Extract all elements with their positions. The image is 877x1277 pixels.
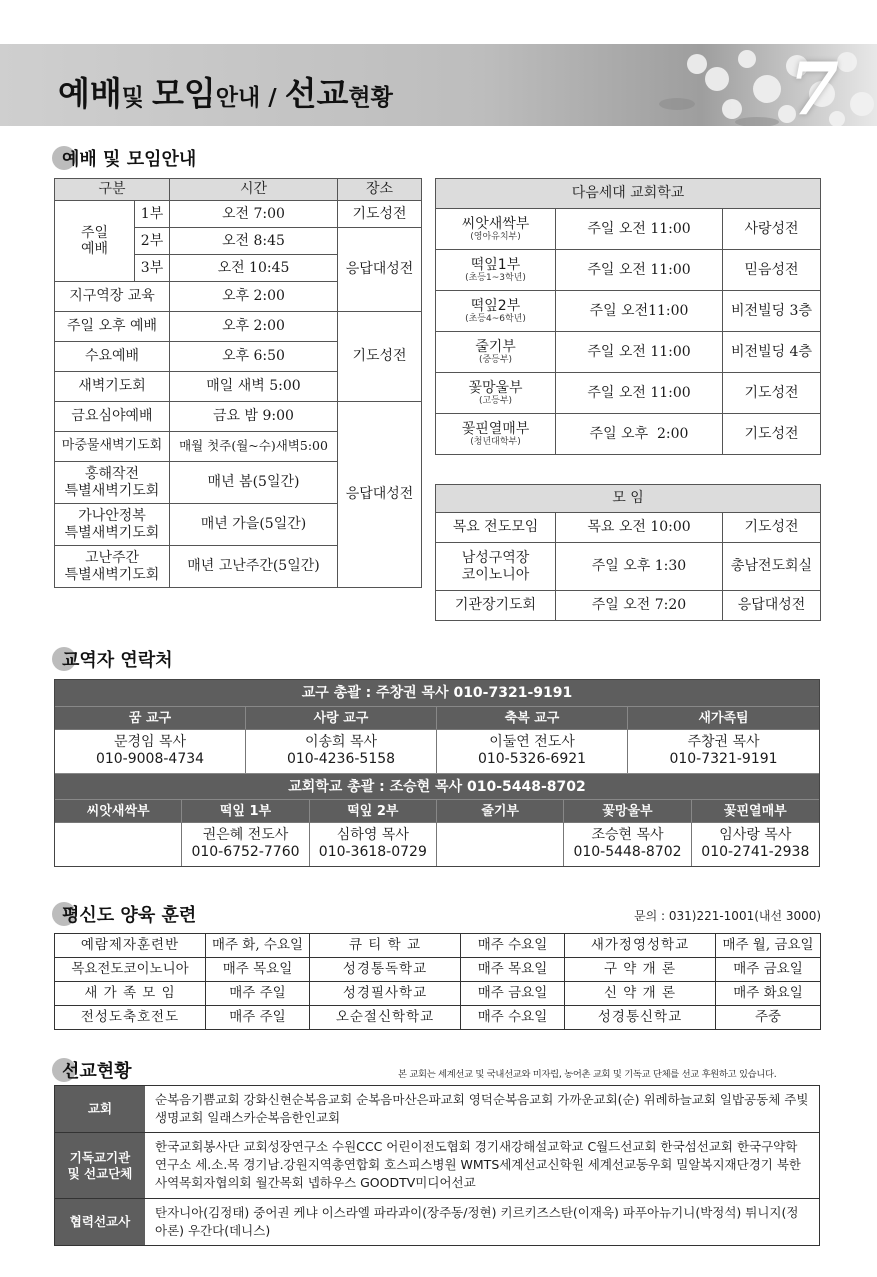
meetings-table xyxy=(435,484,821,621)
next-gen-table xyxy=(435,178,821,455)
table-cell: 꿈 교구 xyxy=(55,706,246,729)
table-cell: 문경임 목사 010-9008-4734 xyxy=(55,729,246,773)
table-cell: 주일 오전 11:00 xyxy=(556,373,723,414)
table-cell: 성경통신학교 xyxy=(565,1006,716,1030)
page-title: 예배및 모임안내 / 선교현황 xyxy=(58,74,393,113)
district-contact-row xyxy=(55,729,819,773)
table-cell: 비전빌딩 3층 xyxy=(723,291,821,332)
table-cell: 금요심야예배 xyxy=(55,402,170,432)
table-cell: 오후 2:00 xyxy=(170,282,338,312)
table-cell: 목요 전도모임 xyxy=(436,513,556,543)
table-cell: 떡잎2부 (초등4~6학년) xyxy=(436,291,556,332)
table-cell: 매주 금요일 xyxy=(461,982,565,1006)
table-cell: 고난주간 특별새벽기도회 xyxy=(55,546,170,588)
table-cell: 가나안정복 특별새벽기도회 xyxy=(55,504,170,546)
table-cell: 전성도축호전도 xyxy=(55,1006,206,1030)
table-cell: 매주 금요일 xyxy=(716,958,821,982)
table-cell: 오후 6:50 xyxy=(170,342,338,372)
table-cell: 응답대성전 xyxy=(723,591,821,621)
table-cell: 성경통독학교 xyxy=(310,958,461,982)
table-cell: 주일 오전 7:20 xyxy=(556,591,723,621)
table-cell: 새가족팀 xyxy=(628,706,819,729)
table-cell: 매주 월, 금요일 xyxy=(716,934,821,958)
table-cell: 마중물새벽기도회 xyxy=(55,432,170,462)
section-heading-mission: 선교현황 xyxy=(52,1057,132,1084)
table-title: 모 임 xyxy=(436,485,821,513)
table-cell: 기도성전 xyxy=(723,414,821,455)
table-cell: 기도성전 xyxy=(338,312,422,402)
table-cell: 줄기부 xyxy=(437,799,564,822)
table-cell: 씨앗새싹부 xyxy=(55,799,182,822)
table-cell: 심하영 목사 010-3618-0729 xyxy=(310,822,437,866)
table-cell: 매일 새벽 5:00 xyxy=(170,372,338,402)
table-cell: 새벽기도회 xyxy=(55,372,170,402)
school-contact-row xyxy=(55,822,819,866)
table-cell: 꽃망울부 xyxy=(564,799,691,822)
table-cell xyxy=(437,822,564,866)
table-cell: 응답대성전 xyxy=(338,402,422,588)
page-banner xyxy=(0,44,877,126)
table-cell: 씨앗새싹부 (영아유치부) xyxy=(436,209,556,250)
table-cell: 매월 첫주(월~수)새벽5:00 xyxy=(170,432,338,462)
table-cell: 주창권 목사 010-7321-9191 xyxy=(628,729,819,773)
table-cell: 오순절신학학교 xyxy=(310,1006,461,1030)
table-cell: 주일 오전 11:00 xyxy=(556,209,723,250)
table-cell: 홍해작전 특별새벽기도회 xyxy=(55,462,170,504)
table-cell: 떡잎1부 (초등1~3학년) xyxy=(436,250,556,291)
table-cell: 매주 수요일 xyxy=(461,934,565,958)
table-cell: 매년 봄(5일간) xyxy=(170,462,338,504)
contacts-panel xyxy=(54,679,820,867)
table-cell: 꽃핀열매부 xyxy=(692,799,819,822)
table-cell: 예람제자훈련반 xyxy=(55,934,206,958)
table-cell: 응답대성전 xyxy=(338,228,422,312)
table-cell: 기관장기도회 xyxy=(436,591,556,621)
col-header: 장소 xyxy=(338,179,422,201)
col-header: 시간 xyxy=(170,179,338,201)
table-cell: 오후 2:00 xyxy=(170,312,338,342)
table-cell: 사랑 교구 xyxy=(246,706,437,729)
table-cell: 축복 교구 xyxy=(437,706,628,729)
table-cell: 기도성전 xyxy=(723,373,821,414)
table-cell: 3부 xyxy=(135,255,170,282)
col-header: 구분 xyxy=(55,179,170,201)
school-header-row xyxy=(55,799,819,822)
table-cell: 매주 화요일 xyxy=(716,982,821,1006)
table-cell: 신 약 개 론 xyxy=(565,982,716,1006)
training-table xyxy=(54,933,821,1030)
table-cell: 매주 주일 xyxy=(206,1006,310,1030)
table-cell: 2부 xyxy=(135,228,170,255)
flower-decoration xyxy=(637,44,877,126)
table-cell: 임사랑 목사 010-2741-2938 xyxy=(692,822,819,866)
table-cell: 매주 화, 수요일 xyxy=(206,934,310,958)
table-cell: 매년 가을(5일간) xyxy=(170,504,338,546)
table-cell: 큐 티 학 교 xyxy=(310,934,461,958)
table-cell: 매주 목요일 xyxy=(461,958,565,982)
table-cell: 이송희 목사 010-4236-5158 xyxy=(246,729,437,773)
table-cell: 금요 밤 9:00 xyxy=(170,402,338,432)
table-cell: 꽃망울부 (고등부) xyxy=(436,373,556,414)
table-cell: 기도성전 xyxy=(338,201,422,228)
table-cell: 줄기부 (중등부) xyxy=(436,332,556,373)
page-number: 7 xyxy=(788,46,839,126)
table-cell: 떡잎 1부 xyxy=(182,799,309,822)
table-cell: 오전 10:45 xyxy=(170,255,338,282)
table-cell: 주일 오후 1:30 xyxy=(556,543,723,591)
table-title: 다음세대 교회학교 xyxy=(436,179,821,209)
table-cell: 매주 목요일 xyxy=(206,958,310,982)
table-cell: 목요 오전 10:00 xyxy=(556,513,723,543)
table-cell: 새 가 족 모 임 xyxy=(55,982,206,1006)
table-cell: 주일 오전11:00 xyxy=(556,291,723,332)
table-cell: 1부 xyxy=(135,201,170,228)
table-cell: 성경필사학교 xyxy=(310,982,461,1006)
section-heading-worship: 예배 및 모임안내 xyxy=(52,145,196,172)
table-cell: 매년 고난주간(5일간) xyxy=(170,546,338,588)
table-cell: 떡잎 2부 xyxy=(310,799,437,822)
table-cell: 이둘연 전도사 010-5326-6921 xyxy=(437,729,628,773)
table-cell: 비전빌딩 4층 xyxy=(723,332,821,373)
table-cell: 총남전도회실 xyxy=(723,543,821,591)
table-cell: 매주 수요일 xyxy=(461,1006,565,1030)
table-cell: 믿음성전 xyxy=(723,250,821,291)
table-cell: 새가정영성학교 xyxy=(565,934,716,958)
mission-row: 교회 순복음기쁨교회 강화신현순복음교회 순복음마산은파교회 영덕순복음교회 가까운교회(순) 위례하늘교회 일밥공동체 주빛생명교회 일래스카순복음한인교회 xyxy=(55,1086,819,1132)
inquiry-note: 문의 : 031)221-1001(내선 3000) xyxy=(634,909,822,923)
table-cell: 남성구역장 코이노니아 xyxy=(436,543,556,591)
table-cell: 구 약 개 론 xyxy=(565,958,716,982)
table-cell: 수요예배 xyxy=(55,342,170,372)
table-cell: 주일 오전 11:00 xyxy=(556,250,723,291)
section-heading-training: 평신도 양육 훈련 xyxy=(52,901,196,928)
table-cell: 주일 오후 예배 xyxy=(55,312,170,342)
sunday-worship-label: 주일 예배 xyxy=(55,201,135,282)
table-cell: 매주 주일 xyxy=(206,982,310,1006)
mission-row: 기독교기관 및 선교단체 한국교회봉사단 교회성장연구소 수원CCC 어린이전도협회 경기새강해설교학교 C월드선교회 한국섬선교회 한국구약학연구소 세.소.목 경기남.강원지역총연합회 호스피스병원 WMTS세계선교신학원 세계선교동우회 밀알복지재단경기 북한사역목회자협의회 월간목회 넵하우스 GOODTV미디어선교 xyxy=(55,1132,819,1198)
table-cell: 기도성전 xyxy=(723,513,821,543)
section-heading-contacts: 교역자 연락처 xyxy=(52,646,173,673)
mission-note: 본 교회는 세계선교 및 국내선교와 미자립, 농어촌 교회 및 기독교 단체를 선교 후원하고 있습니다. xyxy=(398,1069,777,1080)
table-cell: 주중 xyxy=(716,1006,821,1030)
mission-panel xyxy=(54,1085,820,1246)
school-head: 교회학교 총괄 : 조승현 목사 010-5448-8702 xyxy=(55,773,819,799)
table-cell: 사랑성전 xyxy=(723,209,821,250)
table-cell: 지구역장 교육 xyxy=(55,282,170,312)
mission-row: 협력선교사 탄자니아(김정태) 중어권 케냐 이스라엘 파라과이(장주동/정현) 키르키즈스탄(이재욱) 파푸아뉴기니(박정석) 튀니지(정아론) 우간다(데니스) xyxy=(55,1198,819,1245)
table-cell: 주일 오후 2:00 xyxy=(556,414,723,455)
district-header-row xyxy=(55,706,819,729)
district-head: 교구 총괄 : 주창권 목사 010-7321-9191 xyxy=(55,680,819,706)
table-cell: 주일 오전 11:00 xyxy=(556,332,723,373)
table-cell: 권은혜 전도사 010-6752-7760 xyxy=(182,822,309,866)
table-cell: 오전 8:45 xyxy=(170,228,338,255)
table-cell: 오전 7:00 xyxy=(170,201,338,228)
table-cell xyxy=(55,822,182,866)
worship-table xyxy=(54,178,422,588)
table-cell: 꽃핀열매부 (청년대학부) xyxy=(436,414,556,455)
table-cell: 목요전도코이노니아 xyxy=(55,958,206,982)
table-cell: 조승현 목사 010-5448-8702 xyxy=(564,822,691,866)
